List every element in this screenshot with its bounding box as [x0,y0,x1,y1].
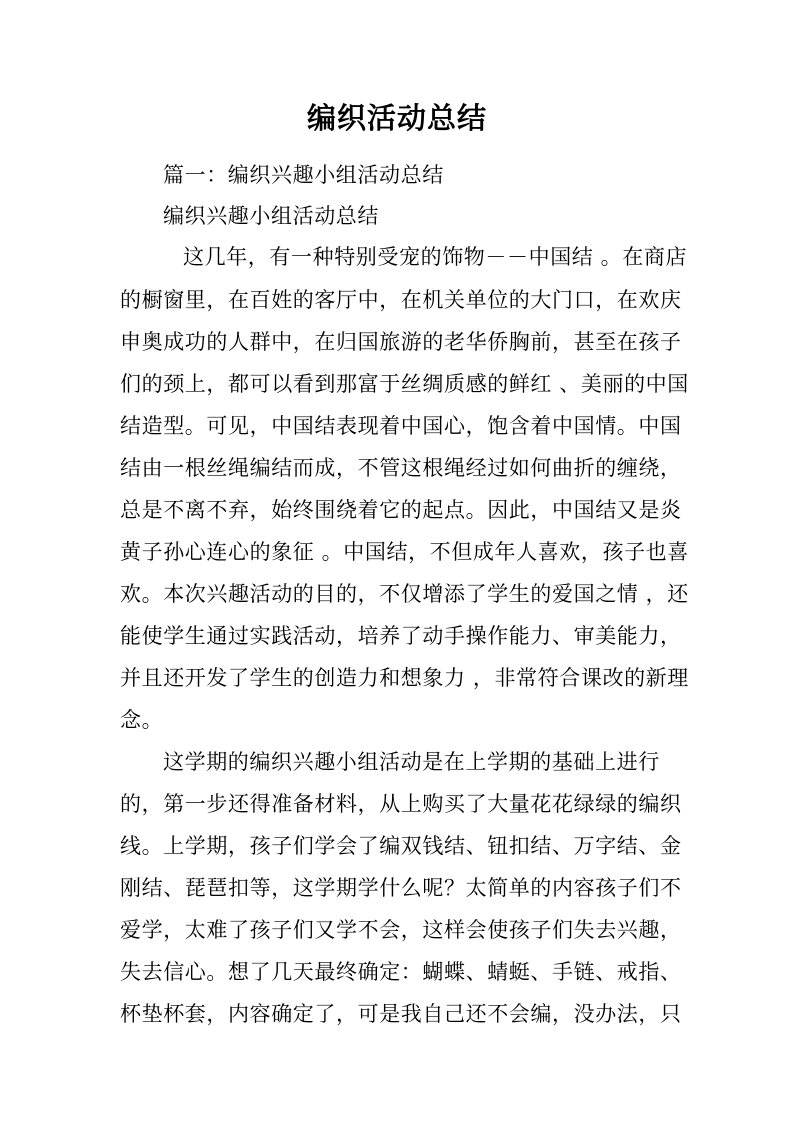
text-line: 能使学生通过实践活动，培养了动手操作能力、审美能力， [120,624,682,648]
text-line: 线。上学期，孩子们学会了编双钱结、钮扣结、万字结、金 [120,834,682,858]
text-line: 失去信心。想了几天最终确定：蝴蝶、蜻蜓、手链、戒指、 [120,960,682,984]
text-line: 结造型。可见，中国结表现着中国心，饱含着中国情。中国 [120,414,682,438]
section-heading: 篇一：编织兴趣小组活动总结 [163,163,444,187]
text-line: 念。 [120,708,164,732]
text-line: 结由一根丝绳编结而成，不管这根绳经过如何曲折的缠绕， [120,456,682,480]
text-line: 爱学，太难了孩子们又学不会，这样会使孩子们失去兴趣， [120,918,682,942]
text-line: 黄子孙心连心的象征 。中国结，不但成年人喜欢，孩子也喜 [120,540,689,564]
text-line: 申奥成功的人群中，在归国旅游的老华侨胸前，甚至在孩子 [120,330,682,354]
text-line: 欢。本次兴趣活动的目的，不仅增添了学生的爱国之情 ，还 [120,582,689,606]
document-title: 编织活动总结 [306,101,487,135]
text-line: 这几年，有一种特别受宠的饰物－－中国结 。在商店 [183,245,688,269]
text-line: 杯垫杯套，内容确定了，可是我自己还不会编，没办法，只 [120,1002,682,1026]
text-line: 的，第一步还得准备材料，从上购买了大量花花绿绿的编织 [120,792,682,816]
text-line: 的橱窗里，在百姓的客厅中，在机关单位的大门口，在欢庆 [120,288,682,312]
text-line: 刚结、琵琶扣等，这学期学什么呢？太简单的内容孩子们不 [120,876,682,900]
subsection-heading: 编织兴趣小组活动总结 [163,204,379,228]
text-line: 们的颈上，都可以看到那富于丝绸质感的鲜红 、美丽的中国 [120,372,689,396]
text-line: 并且还开发了学生的创造力和想象力 ，非常符合课改的新理 [120,666,689,690]
text-line: 这学期的编织兴趣小组活动是在上学期的基础上进行 [163,750,660,774]
text-line: 总是不离不弃，始终围绕着它的起点。因此，中国结又是炎 [120,498,682,522]
